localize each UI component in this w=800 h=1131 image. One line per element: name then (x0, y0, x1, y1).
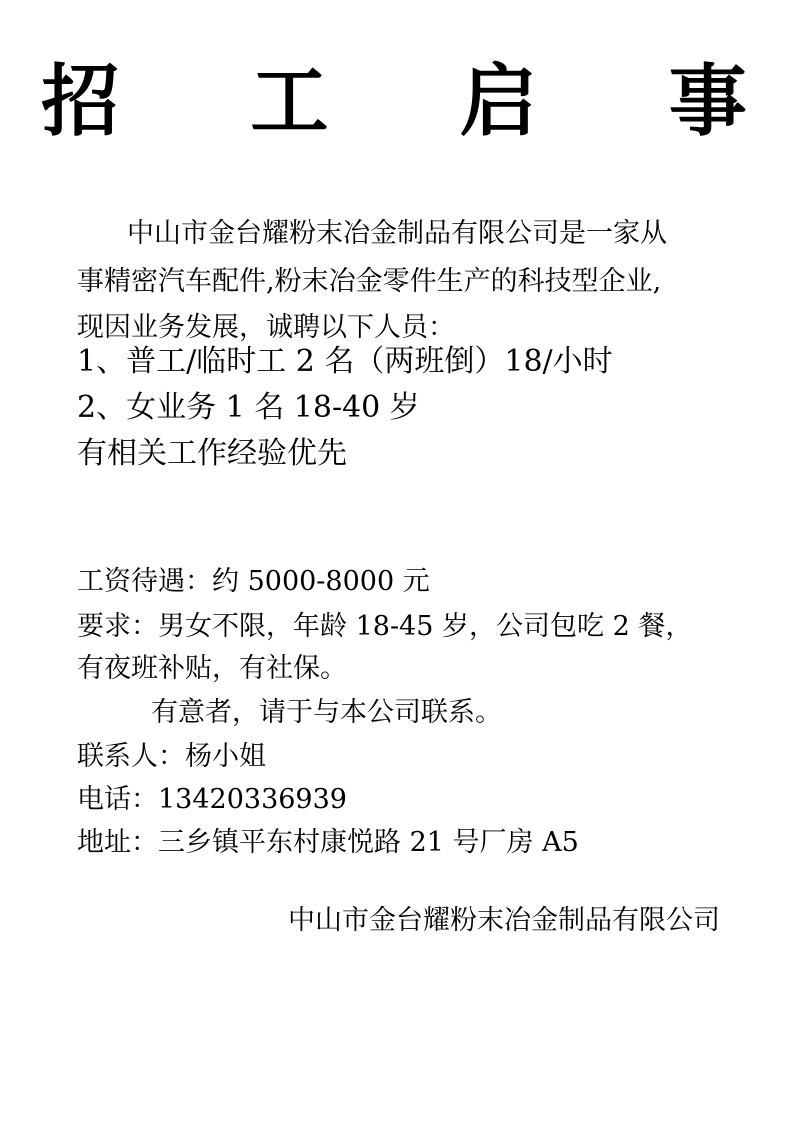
intro-line-3: 现因业务发展，诚聘以下人员： (77, 312, 455, 343)
requirements-line-1: 要求：男女不限，年龄 18-45 岁，公司包吃 2 餐， (77, 611, 693, 642)
experience-preference: 有相关工作经验优先 (77, 436, 347, 471)
contact-person: 联系人：杨小姐 (77, 741, 266, 772)
contact-invitation: 有意者，请于与本公司联系。 (151, 697, 502, 728)
position-item-1: 1、普工/临时工 2 名（两班倒）18/小时 (77, 344, 613, 379)
intro-line-1: 中山市金台耀粉末冶金制品有限公司是一家从 (127, 218, 667, 249)
salary-info: 工资待遇：约 5000-8000 元 (77, 566, 430, 597)
phone-number: 电话：13420336939 (77, 784, 347, 815)
intro-line-2: 事精密汽车配件,粉末冶金零件生产的科技型企业, (77, 266, 662, 297)
address: 地址：三乡镇平东村康悦路 21 号厂房 A5 (77, 827, 579, 858)
requirements-line-2: 有夜班补贴，有社保。 (77, 653, 347, 684)
notice-title: 招 工 启 事 (41, 56, 799, 147)
position-item-2: 2、女业务 1 名 18-40 岁 (77, 390, 420, 425)
company-signature: 中山市金台耀粉末冶金制品有限公司 (288, 905, 720, 936)
